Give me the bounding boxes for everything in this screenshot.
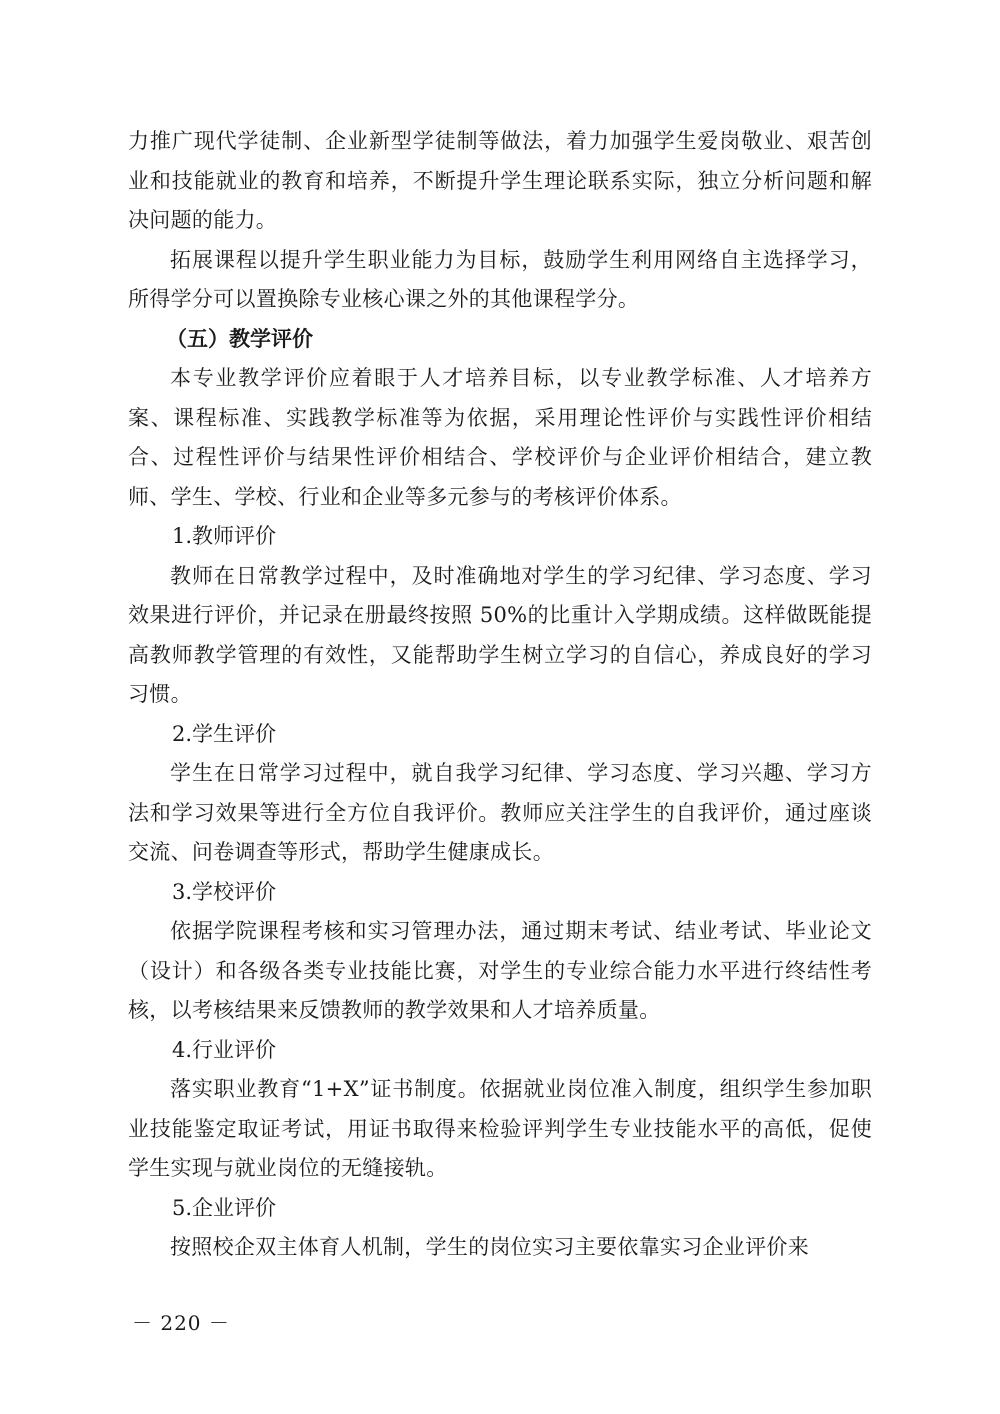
- paragraph-extension-courses: 拓展课程以提升学生职业能力为目标，鼓励学生利用网络自主选择学习，所得学分可以置换除专业核心课之外的其他课程学分。: [128, 247, 872, 311]
- subheading-student-evaluation: 2.学生评价: [172, 721, 277, 746]
- page-number: － 220 －: [132, 1311, 230, 1335]
- subheading-enterprise-evaluation: 5.企业评价: [172, 1195, 277, 1220]
- paragraph-enterprise-evaluation: 按照校企双主体育人机制，学生的岗位实习主要依靠实习企业评价来: [170, 1235, 809, 1259]
- subheading-teacher-evaluation: 1.教师评价: [172, 524, 277, 548]
- document-body: [128, 122, 872, 1268]
- subheading-industry-evaluation: 4.行业评价: [172, 1037, 277, 1062]
- paragraph-evaluation-overview: 本专业教学评价应着眼于人才培养目标，以专业教学标准、人才培养方案、课程标准、实践教学标准等为依据，采用理论性评价与实践性评价相结合、过程性评价与结果性评价相结合、学校评价与企业评价相结合，建立教师、学生、学校、行业和企业等多元参与的考核评价体系。: [128, 366, 872, 509]
- subheading-school-evaluation: 3.学校评价: [172, 879, 277, 904]
- paragraph-industry-evaluation: 落实职业教育“1+X”证书制度。依据就业岗位准入制度，组织学生参加职业技能鉴定取证考试，用证书取得来检验评判学生专业技能水平的高低，促使学生实现与就业岗位的无缝接轨。: [128, 1077, 872, 1180]
- paragraph-teacher-evaluation: 教师在日常教学过程中，及时准确地对学生的学习纪律、学习态度、学习效果进行评价，并记录在册最终按照 50%的比重计入学期成绩。这样做既能提高教师教学管理的有效性，又能帮助学生树立学习的自信心，养成良好的学习习惯。: [128, 563, 872, 706]
- paragraph-continuation: 力推广现代学徒制、企业新型学徒制等做法，着力加强学生爱岗敬业、艰苦创业和技能就业的教育和培养，不断提升学生理论联系实际，独立分析问题和解决问题的能力。: [128, 129, 872, 232]
- paragraph-student-evaluation: 学生在日常学习过程中，就自我学习纪律、学习态度、学习兴趣、学习方法和学习效果等进行全方位自我评价。教师应关注学生的自我评价，通过座谈交流、问卷调查等形式，帮助学生健康成长。: [128, 761, 872, 864]
- paragraph-school-evaluation: 依据学院课程考核和实习管理办法，通过期末考试、结业考试、毕业论文（设计）和各级各类专业技能比赛，对学生的专业综合能力水平进行终结性考核，以考核结果来反馈教师的教学效果和人才培养质量。: [128, 919, 872, 1022]
- section-heading-teaching-evaluation: （五）教学评价: [166, 326, 313, 351]
